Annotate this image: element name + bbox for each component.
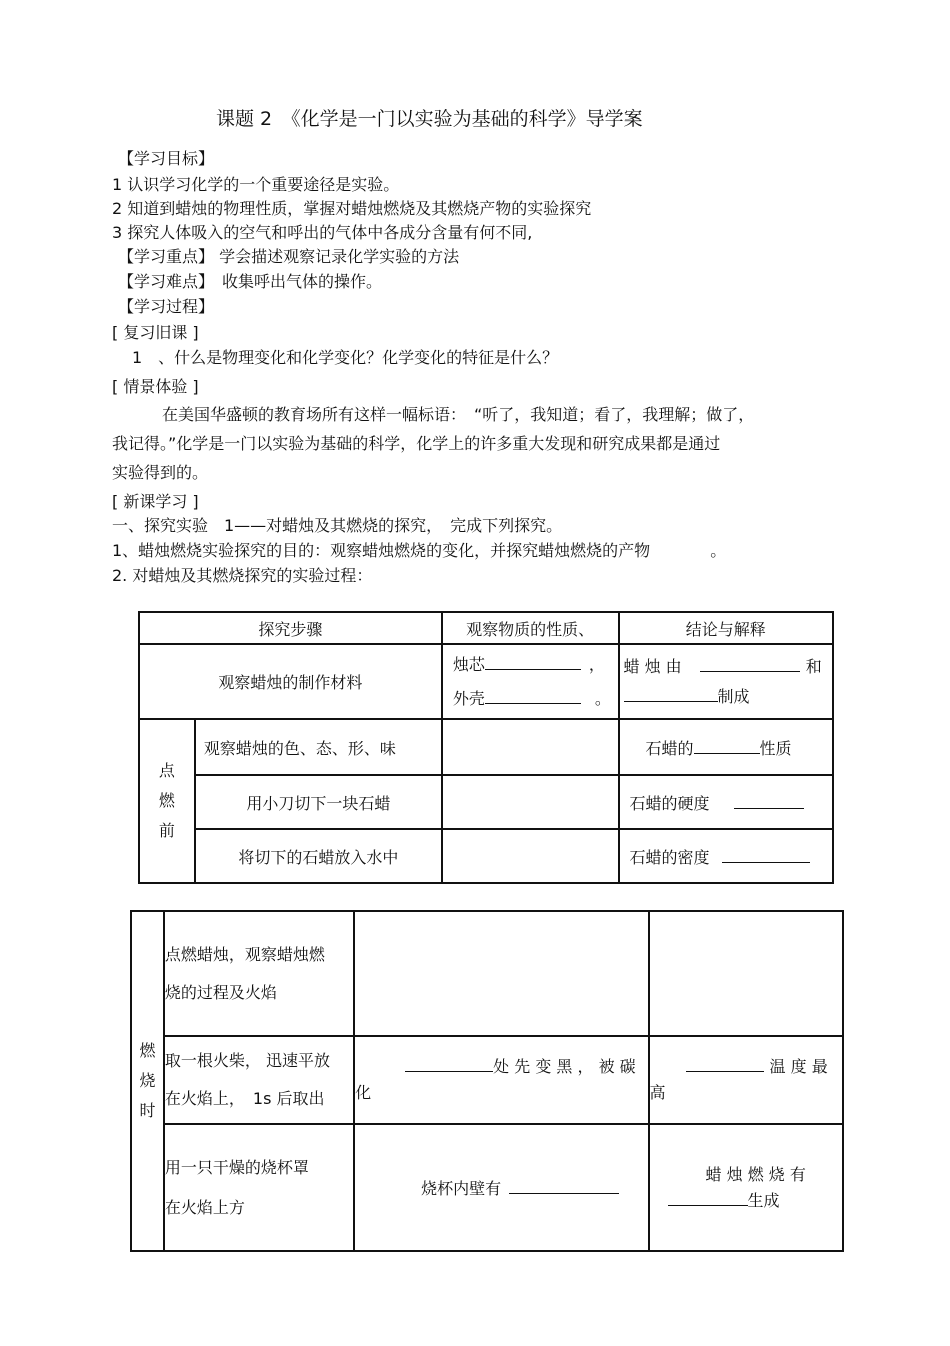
blank-product[interactable] <box>668 1191 748 1206</box>
beaker-line-2: 在火焰上方 <box>164 1197 245 1217</box>
review-question: 1 、什么是物理变化和化学变化？化学变化的特征是什么？ <box>132 348 559 367</box>
blank-blackened[interactable] <box>405 1057 493 1072</box>
ignite-line-1: 点燃蜡烛，观察蜡烛燃 <box>164 944 325 964</box>
focus-line: 【学习重点】 学会描述观察记录化学实验的方法 <box>118 247 460 266</box>
beaker-wall-label: 烧杯内壁有 <box>421 1179 502 1198</box>
header-steps: 探究步骤 <box>139 612 442 644</box>
header-conclusion: 结论与解释 <box>619 612 834 644</box>
obs-observe-color[interactable] <box>442 719 619 775</box>
step-wax-in-water: 将切下的石蜡放入水中 <box>195 829 442 883</box>
beaker-line-1: 用一只干燥的烧杯罩 <box>164 1157 309 1177</box>
hottest-label: 温 度 最 <box>769 1057 828 1076</box>
group-char-1: 燃 <box>139 1041 156 1060</box>
concl-hardness <box>619 775 834 829</box>
group-char-2: 烧 <box>139 1071 156 1090</box>
newlesson-heading: [ 新课学习 ] <box>112 492 199 511</box>
goal-item-1: 1 认识学习化学的一个重要途径是实验。 <box>112 175 400 194</box>
shell-end: 。 <box>594 688 611 708</box>
blank-hottest[interactable] <box>686 1057 764 1072</box>
header-observation: 观察物质的性质、 <box>442 612 619 644</box>
step-material: 观察蜡烛的制作材料 <box>139 644 442 719</box>
hardness-label: 石蜡的硬度 <box>629 793 710 813</box>
obs-wax-in-water[interactable] <box>442 829 619 883</box>
obs-beaker <box>354 1124 648 1251</box>
wick-label: 烛芯 <box>452 654 485 674</box>
purpose-end: 。 <box>710 541 727 560</box>
purpose-text: 1、蜡烛燃烧实验探究的目的：观察蜡烛燃烧的变化，并探究蜡烛燃烧的产物 <box>112 541 651 560</box>
step-match <box>164 1036 354 1124</box>
group-char-1: 点 <box>158 761 175 780</box>
blank-property[interactable] <box>694 739 760 754</box>
scene-paragraph-line-1: 在美国华盛顿的教育场所有这样一幅标语： “听了，我知道；看了，我理解；做了， <box>162 405 755 424</box>
made-of-label: 制成 <box>717 686 750 706</box>
obs-ignite-candle[interactable] <box>354 911 648 1036</box>
concl-observe-color <box>619 719 834 775</box>
experiment-intro: 一、探究实验 1——对蜡烛及其燃烧的探究， 完成下列探究。 <box>112 516 563 535</box>
blank-density[interactable] <box>722 848 810 863</box>
group-during-burning <box>131 911 164 1251</box>
blank-material-1[interactable] <box>700 657 800 672</box>
blank-material-2[interactable] <box>624 687 718 702</box>
obs-cut-wax[interactable] <box>442 775 619 829</box>
candle-made-label: 蜡 烛 由 <box>623 656 682 676</box>
density-label: 石蜡的密度 <box>629 847 710 867</box>
scene-paragraph-line-2: 我记得。”化学是一门以实验为基础的科学，化学上的许多重大发现和研究成果都是通过 <box>112 434 721 453</box>
step-observe-color: 观察蜡烛的色、态、形、味 <box>195 719 442 775</box>
blank-wick[interactable] <box>485 655 581 670</box>
property-label: 性质 <box>759 738 792 758</box>
experiment-purpose <box>112 538 726 561</box>
wick-end: ， <box>588 654 605 674</box>
blank-hardness[interactable] <box>734 794 804 809</box>
group-before-ignition <box>139 719 195 883</box>
scene-heading: [ 情景体验 ] <box>112 377 199 396</box>
review-heading: [ 复习旧课 ] <box>112 323 199 342</box>
concl-material <box>619 644 834 719</box>
blackened-label: 处 先 变 黑 ， 被 碳 <box>493 1057 636 1076</box>
difficulty-line: 【学习难点】 收集呼出气体的操作。 <box>118 272 383 291</box>
step-beaker <box>164 1124 354 1251</box>
group-char-3: 前 <box>158 821 175 840</box>
and-label: 和 <box>805 656 822 676</box>
match-line-2: 在火焰上， 1s 后取出 <box>164 1089 325 1108</box>
generated-label: 生成 <box>747 1190 780 1210</box>
obs-material <box>442 644 619 719</box>
produce-label: 蜡 烛 燃 烧 有 <box>705 1164 806 1184</box>
concl-density <box>619 829 834 883</box>
experiment-process-label: 2. 对蜡烛及其燃烧探究的实验过程： <box>112 566 373 585</box>
page-title: 课题 2 《化学是一门以实验为基础的科学》导学案 <box>216 108 643 130</box>
goal-item-2: 2 知道到蜡烛的物理性质，掌握对蜡烛燃烧及其燃烧产物的实验探究 <box>112 199 592 218</box>
step-ignite-candle <box>164 911 354 1036</box>
high-label: 高 <box>649 1083 666 1102</box>
experiment-table-before <box>138 611 834 884</box>
process-heading: 【学习过程】 <box>118 297 215 316</box>
scene-paragraph-line-3: 实验得到的。 <box>112 463 209 482</box>
group-char-3: 时 <box>139 1101 156 1120</box>
experiment-table-during <box>130 910 844 1252</box>
concl-beaker <box>649 1124 843 1251</box>
goals-heading: 【学习目标】 <box>118 149 215 168</box>
concl-ignite-candle[interactable] <box>649 911 843 1036</box>
obs-match <box>354 1036 648 1124</box>
match-line-1: 取一根火柴， 迅速平放 <box>164 1051 331 1070</box>
concl-match <box>649 1036 843 1124</box>
goal-item-3: 3 探究人体吸入的空气和呼出的气体中各成分含量有何不同, <box>112 223 533 242</box>
shell-label: 外壳 <box>452 688 485 708</box>
blank-shell[interactable] <box>485 689 581 704</box>
paraffin-label: 石蜡的 <box>645 738 694 758</box>
step-cut-wax: 用小刀切下一块石蜡 <box>195 775 442 829</box>
group-char-2: 燃 <box>158 791 175 810</box>
ignite-line-2: 烧的过程及火焰 <box>164 982 277 1002</box>
blank-beaker-wall[interactable] <box>509 1179 619 1194</box>
carbonized-label: 化 <box>355 1083 372 1102</box>
